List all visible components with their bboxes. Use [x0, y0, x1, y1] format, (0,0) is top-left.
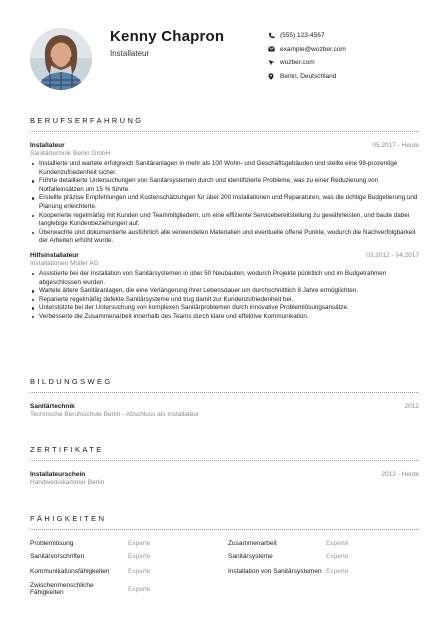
contact-website-text[interactable]: wozber.com [280, 59, 315, 67]
section-divider [30, 460, 419, 461]
section-divider [30, 131, 419, 132]
certificates-section [30, 445, 419, 486]
degree-date: 2012 [404, 403, 419, 410]
degree-title: Sanitärtechnik [30, 403, 75, 410]
skill-name: Kommunikationsfähigkeiten [30, 567, 110, 575]
job-dates: 05.2017 - Heute [372, 142, 419, 149]
job-title: Installateur [30, 142, 65, 149]
profile-photo [30, 28, 92, 90]
experience-heading: BERUFSERFAHRUNG [30, 116, 144, 125]
skill-name: Installation von Sanitärsystemen [228, 567, 322, 575]
job-company: Installationen Müller AG [30, 259, 99, 267]
education-heading: BILDUNGSWEG [30, 377, 113, 386]
certificate-entry [30, 471, 419, 486]
experience-entry [30, 142, 419, 246]
skills-grid [30, 537, 419, 598]
candidate-title: Installateur [110, 49, 150, 58]
contact-website [268, 56, 346, 70]
job-bullets [30, 160, 419, 246]
section-divider [30, 392, 419, 393]
contact-email-text[interactable]: example@wozber.com [280, 45, 346, 53]
candidate-name: Kenny Chapron [110, 28, 225, 45]
contact-list [268, 29, 346, 83]
job-bullet: Wartete ältere Sanitäranlagen, die eine Verlängerung ihrer Lebensdauer um durchschnittlich 8 Jahre ermöglichten. [30, 287, 419, 296]
job-bullet: Erstellte präzise Empfehlungen und Kostenschätzungen für über 200 Installationen und Reparaturen, was die richtige Budgetierung und Planung erleichterte. [30, 194, 419, 211]
section-divider [30, 529, 419, 530]
contact-location-text: Berlin, Deutschland [280, 72, 337, 80]
skill-name: Problemlösung [30, 539, 74, 547]
job-dates: 03.2012 - 04.2017 [366, 251, 419, 259]
skill-name: Zwischenmenschliche Fähigkeiten [30, 581, 94, 596]
contact-email [268, 43, 346, 57]
job-company: Sanitärtechnik Berlin GmbH [30, 150, 111, 157]
skill-level: Experte [326, 553, 349, 560]
job-title: Hilfsinstallateur [30, 251, 79, 259]
education-section [30, 377, 419, 418]
experience-entry [30, 252, 419, 322]
job-bullets [30, 270, 419, 322]
skill-name: Sanitärsysteme [228, 552, 273, 560]
job-bullet: Kooperierte regelmäßig mit Kunden und Teammitgliedern, um eine effiziente Servicebereitstellung zu gewährleisten, und baute dabei langlebige Kundenbeziehungen auf. [30, 212, 419, 229]
job-bullet: Unterstützte bei der Untersuchung von komplexen Sanitärproblemen durch innovative Problemlösungsansätze. [30, 304, 419, 313]
location-pin-icon [268, 73, 280, 80]
contact-phone [268, 29, 346, 43]
job-bullet: Führte detaillierte Untersuchungen von Sanitärsystemen durch und identifizierte Probleme, was zu einer Reduzierung von Notfalleinsätzen um 15 % führte. [30, 177, 419, 194]
degree-school: Technische Berufsschule Berlin - Abschluss als Installateur [30, 411, 200, 418]
job-bullet: Überwachte und dokumentierte ausführlich alle verwendeten Materialien und eventuelle offene Punkte, wodurch die Nachverfolgbarkeit der Arbeiten erhöht wurde. [30, 229, 419, 246]
experience-section [30, 116, 419, 322]
education-entry [30, 403, 419, 418]
cursor-icon [268, 59, 280, 66]
certificate-issuer: Handwerkskammer Berlin [30, 479, 105, 486]
skill-level: Experte [128, 540, 151, 547]
certificates-heading: ZERTIFIKATE [30, 445, 104, 454]
skill-level: Experte [326, 540, 349, 547]
skill-name: Zusammenarbeit [228, 539, 277, 547]
job-bullet: Installierte und wartete erfolgreich Sanitäranlagen in mehr als 100 Wohn- und Geschäftsgebäuden und stellte eine 98-prozentige Kundenzufriedenheit sicher. [30, 160, 419, 177]
email-icon [268, 46, 280, 52]
skill-level: Experte [128, 553, 151, 560]
skills-section [30, 514, 419, 598]
phone-icon [268, 32, 280, 39]
skill-level: Experte [128, 568, 151, 575]
certificate-date: 2012 - Heute [381, 471, 419, 478]
skill-level: Experte [128, 585, 151, 593]
skill-level: Experte [326, 568, 349, 575]
job-bullet: Verbesserte die Zusammenarbeit innerhalb des Teams durch klare und effektive Kommunikation. [30, 313, 419, 322]
certificate-title: Installateurschein [30, 471, 86, 478]
contact-location [268, 70, 346, 84]
skill-name: Sanitärvorschriften [30, 552, 85, 560]
job-bullet: Reparierte regelmäßig defekte Sanitärsysteme und trug damit zur Kundenzufriedenheit bei. [30, 296, 419, 305]
skills-heading: FÄHIGKEITEN [30, 514, 107, 523]
job-bullet: Assistierte bei der Installation von Sanitärsystemen in über 50 Neubauten, wodurch Projekte pünktlich und im Budgetrahmen abgeschlossen wurden. [30, 270, 419, 287]
contact-phone-text: (555) 123-4567 [280, 32, 325, 40]
